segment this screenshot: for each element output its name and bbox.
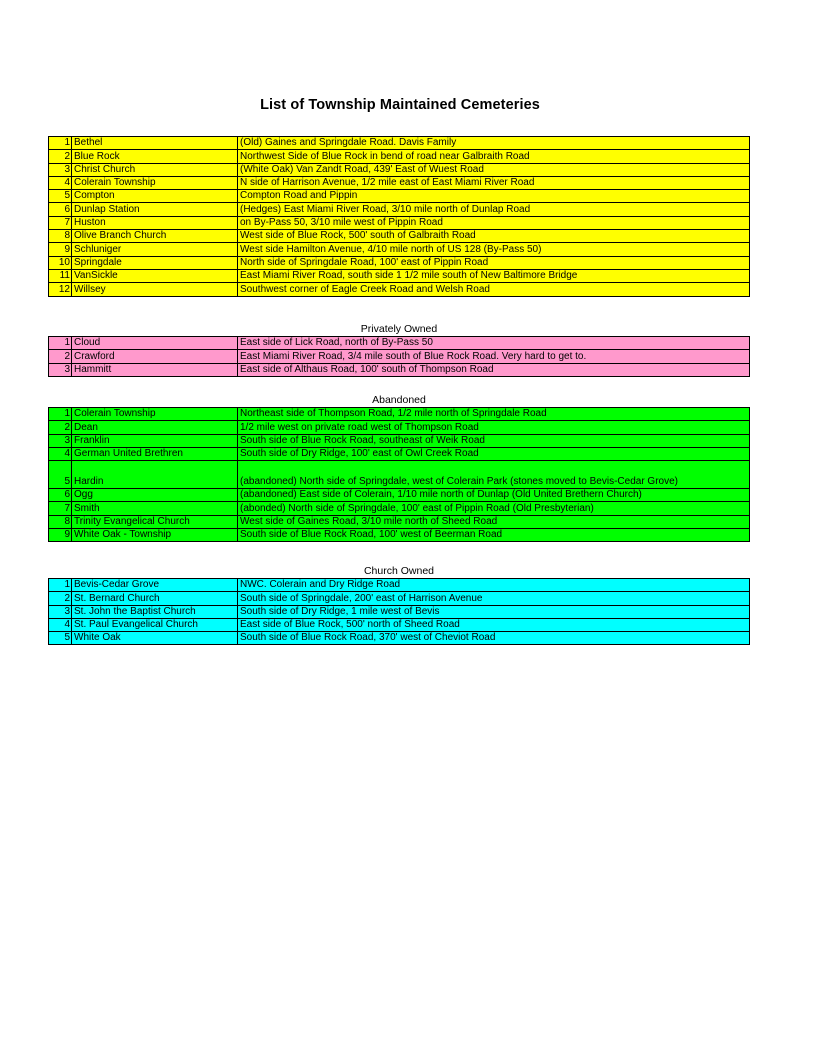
cemetery-name: Willsey <box>72 283 238 296</box>
cemetery-name: Hardin <box>72 461 238 489</box>
row-number: 5 <box>49 461 72 489</box>
table-row <box>49 515 750 528</box>
table-row <box>49 408 750 421</box>
row-number: 5 <box>49 190 72 203</box>
cemetery-location: East side of Blue Rock, 500' north of Sheed Road <box>238 618 750 631</box>
table-row <box>49 230 750 243</box>
table-row <box>49 190 750 203</box>
cemetery-name: Dunlap Station <box>72 203 238 216</box>
cemetery-location: N side of Harrison Avenue, 1/2 mile east of East Miami River Road <box>238 176 750 189</box>
row-number: 6 <box>49 489 72 502</box>
cemetery-name: Huston <box>72 216 238 229</box>
cemetery-name: Schluniger <box>72 243 238 256</box>
table-row <box>49 256 750 269</box>
cemetery-location: East side of Althaus Road, 100' south of Thompson Road <box>238 363 750 376</box>
cemetery-location: Compton Road and Pippin <box>238 190 750 203</box>
table-row <box>49 489 750 502</box>
cemetery-location: East side of Lick Road, north of By-Pass 50 <box>238 337 750 350</box>
cemetery-location: South side of Blue Rock Road, southeast of Weik Road <box>238 434 750 447</box>
cemetery-name: Bethel <box>72 137 238 150</box>
cemetery-name: Bevis-Cedar Grove <box>72 579 238 592</box>
cemetery-name: Springdale <box>72 256 238 269</box>
cemetery-location: North side of Springdale Road, 100' east of Pippin Road <box>238 256 750 269</box>
cemetery-name: Hammitt <box>72 363 238 376</box>
table-row <box>49 434 750 447</box>
table-row <box>49 243 750 256</box>
row-number: 2 <box>49 592 72 605</box>
table-row <box>49 163 750 176</box>
cemetery-name: Christ Church <box>72 163 238 176</box>
row-number: 6 <box>49 203 72 216</box>
row-number: 4 <box>49 176 72 189</box>
table-row <box>49 176 750 189</box>
row-number: 12 <box>49 283 72 296</box>
row-number: 5 <box>49 632 72 645</box>
cemetery-name: Olive Branch Church <box>72 230 238 243</box>
cemetery-location: Northwest Side of Blue Rock in bend of road near Galbraith Road <box>238 150 750 163</box>
table-row <box>49 447 750 460</box>
abandoned-heading: Abandoned <box>372 394 426 406</box>
cemetery-location: on By-Pass 50, 3/10 mile west of Pippin Road <box>238 216 750 229</box>
table-row <box>49 203 750 216</box>
table-row <box>49 618 750 631</box>
church-owned-heading: Church Owned <box>363 565 435 577</box>
cemetery-name: St. Bernard Church <box>72 592 238 605</box>
privately-owned-heading: Privately Owned <box>360 323 438 335</box>
cemetery-name: Smith <box>72 502 238 515</box>
cemetery-location: Southwest corner of Eagle Creek Road and Welsh Road <box>238 283 750 296</box>
cemetery-location: (abandoned) East side of Colerain, 1/10 mile north of Dunlap (Old United Brethern Church) <box>238 489 750 502</box>
privately-owned-table <box>48 336 750 377</box>
cemetery-location: (abandoned) North side of Springdale, west of Colerain Park (stones moved to Bevis-Cedar Grove) <box>238 461 750 489</box>
row-number: 4 <box>49 447 72 460</box>
township-cemetery-table <box>48 136 750 297</box>
cemetery-name: Franklin <box>72 434 238 447</box>
cemetery-name: Compton <box>72 190 238 203</box>
cemetery-location: East Miami River Road, 3/4 mile south of Blue Rock Road. Very hard to get to. <box>238 350 750 363</box>
cemetery-name: Ogg <box>72 489 238 502</box>
table-row <box>49 421 750 434</box>
row-number: 1 <box>49 337 72 350</box>
cemetery-location: South side of Blue Rock Road, 370' west of Cheviot Road <box>238 632 750 645</box>
table-row <box>49 137 750 150</box>
row-number: 3 <box>49 434 72 447</box>
cemetery-location: South side of Springdale, 200' east of Harrison Avenue <box>238 592 750 605</box>
cemetery-location: South side of Dry Ridge, 1 mile west of Bevis <box>238 605 750 618</box>
cemetery-name: St. John the Baptist Church <box>72 605 238 618</box>
cemetery-location: South side of Blue Rock Road, 100' west of Beerman Road <box>238 529 750 542</box>
cemetery-location: NWC. Colerain and Dry Ridge Road <box>238 579 750 592</box>
cemetery-location: South side of Dry Ridge, 100' east of Owl Creek Road <box>238 447 750 460</box>
row-number: 9 <box>49 529 72 542</box>
cemetery-name: Colerain Township <box>72 408 238 421</box>
cemetery-location: West side of Gaines Road, 3/10 mile north of Sheed Road <box>238 515 750 528</box>
church-owned-table <box>48 578 750 645</box>
cemetery-name: Blue Rock <box>72 150 238 163</box>
table-row <box>49 337 750 350</box>
cemetery-name: White Oak - Township <box>72 529 238 542</box>
cemetery-name: Colerain Township <box>72 176 238 189</box>
cemetery-name: White Oak <box>72 632 238 645</box>
cemetery-location: (White Oak) Van Zandt Road, 439' East of Wuest Road <box>238 163 750 176</box>
row-number: 8 <box>49 230 72 243</box>
table-row <box>49 269 750 282</box>
row-number: 7 <box>49 502 72 515</box>
table-row <box>49 529 750 542</box>
table-row <box>49 592 750 605</box>
cemetery-location: Northeast side of Thompson Road, 1/2 mile north of Springdale Road <box>238 408 750 421</box>
table-row <box>49 632 750 645</box>
row-number: 3 <box>49 605 72 618</box>
row-number: 2 <box>49 150 72 163</box>
cemetery-location: West side of Blue Rock, 500' south of Galbraith Road <box>238 230 750 243</box>
table-row <box>49 350 750 363</box>
table-row <box>49 579 750 592</box>
row-number: 8 <box>49 515 72 528</box>
row-number: 10 <box>49 256 72 269</box>
row-number: 1 <box>49 408 72 421</box>
row-number: 11 <box>49 269 72 282</box>
row-number: 2 <box>49 350 72 363</box>
row-number: 7 <box>49 216 72 229</box>
row-number: 9 <box>49 243 72 256</box>
row-number: 3 <box>49 163 72 176</box>
cemetery-name: VanSickle <box>72 269 238 282</box>
cemetery-name: St. Paul Evangelical Church <box>72 618 238 631</box>
cemetery-location: (Old) Gaines and Springdale Road. Davis Family <box>238 137 750 150</box>
cemetery-location: 1/2 mile west on private road west of Thompson Road <box>238 421 750 434</box>
cemetery-location: East Miami River Road, south side 1 1/2 mile south of New Baltimore Bridge <box>238 269 750 282</box>
cemetery-name: Dean <box>72 421 238 434</box>
cemetery-name: German United Brethren <box>72 447 238 460</box>
table-row <box>49 461 750 489</box>
table-row <box>49 502 750 515</box>
table-row <box>49 605 750 618</box>
page-title: List of Township Maintained Cemeteries <box>260 97 540 113</box>
row-number: 1 <box>49 579 72 592</box>
row-number: 3 <box>49 363 72 376</box>
table-row <box>49 216 750 229</box>
abandoned-table <box>48 407 750 542</box>
cemetery-location: (abonded) North side of Springdale, 100' east of Pippin Road (Old Presbyterian) <box>238 502 750 515</box>
cemetery-name: Cloud <box>72 337 238 350</box>
row-number: 4 <box>49 618 72 631</box>
table-row <box>49 363 750 376</box>
cemetery-location: West side Hamilton Avenue, 4/10 mile north of US 128 (By-Pass 50) <box>238 243 750 256</box>
row-number: 2 <box>49 421 72 434</box>
table-row <box>49 283 750 296</box>
row-number: 1 <box>49 137 72 150</box>
cemetery-location: (Hedges) East Miami River Road, 3/10 mile north of Dunlap Road <box>238 203 750 216</box>
cemetery-name: Trinity Evangelical Church <box>72 515 238 528</box>
cemetery-name: Crawford <box>72 350 238 363</box>
table-row <box>49 150 750 163</box>
